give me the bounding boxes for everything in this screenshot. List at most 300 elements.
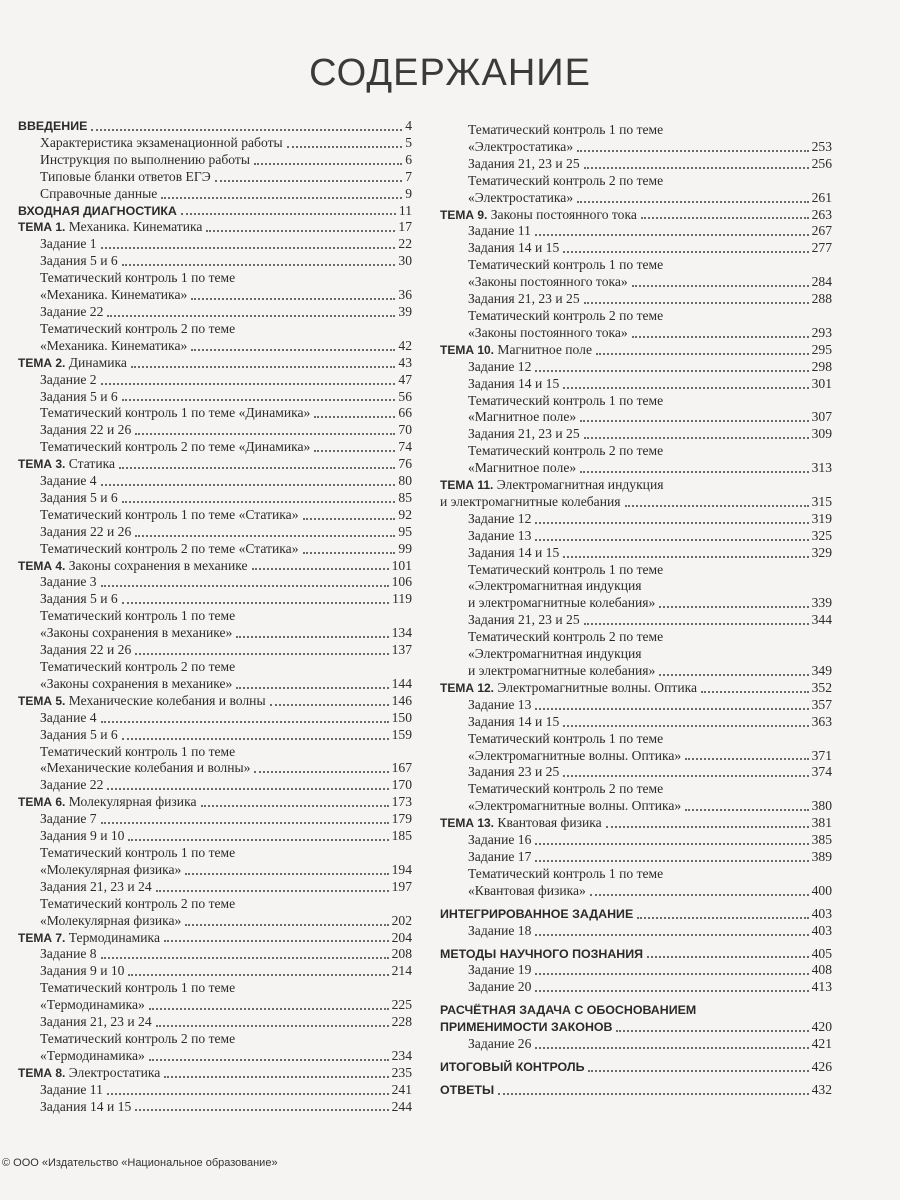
page-number: 159	[391, 726, 412, 742]
dot-leader	[641, 217, 809, 219]
toc-entry-label: Задания 9 и 10	[40, 963, 125, 979]
dot-leader	[101, 484, 396, 486]
page-number: 352	[811, 679, 832, 695]
page-number: 413	[811, 979, 832, 995]
toc-entry-label: Задания 14 и 15	[468, 713, 560, 729]
toc-entry-label: «Термодинамика»	[40, 997, 145, 1013]
page-number: 339	[811, 595, 832, 611]
toc-continuation-line	[440, 1002, 832, 1019]
dot-leader	[254, 163, 402, 165]
theme-number: ТЕМА 9.	[440, 207, 488, 222]
toc-entry-label: Задание 4	[40, 709, 97, 725]
toc-entry-label: Тематический контроль 1 по теме	[40, 270, 236, 286]
toc-theme-entry[interactable]	[18, 693, 412, 710]
toc-entry-label: «Законы постоянного тока»	[468, 324, 628, 340]
theme-number: ТЕМА 10.	[440, 342, 495, 357]
dot-leader	[535, 843, 808, 845]
toc-entry-label: Задание 22	[40, 777, 104, 793]
toc-entry[interactable]	[440, 764, 832, 781]
toc-entry[interactable]	[440, 545, 832, 562]
page-number: 277	[811, 240, 832, 256]
dot-leader	[314, 450, 395, 452]
dot-leader	[135, 653, 388, 655]
toc-entry[interactable]	[440, 291, 832, 308]
theme-number: ТЕМА 7.	[18, 930, 66, 945]
toc-entry-label: «Молекулярная физика»	[40, 912, 182, 928]
toc-entry[interactable]	[440, 748, 832, 765]
dot-leader	[122, 264, 396, 266]
toc-entry[interactable]	[18, 236, 412, 253]
toc-entry-label: и электромагнитные колебания	[440, 493, 621, 509]
dot-leader	[535, 234, 809, 236]
toc-entry-label: Тематический контроль 2 по теме	[40, 659, 236, 674]
dot-leader	[236, 636, 388, 638]
toc-entry[interactable]	[440, 832, 832, 849]
toc-entry-label: Тематический контроль 1 по теме	[468, 730, 664, 746]
toc-entry[interactable]	[440, 139, 832, 156]
dot-leader	[535, 370, 808, 372]
toc-continuation-line	[440, 257, 832, 274]
toc-entry-label: «Магнитное поле»	[468, 409, 577, 425]
page-number: 385	[811, 832, 832, 848]
toc-entry-label: Задание 11	[468, 223, 531, 239]
toc-entry-label: Задания 21, 23 и 25	[468, 612, 580, 628]
toc-entry-label: Механика. Кинематика	[68, 219, 203, 235]
toc-entry[interactable]	[18, 490, 412, 507]
toc-entry-label: Задания 22 и 26	[40, 523, 132, 539]
toc-theme-entry[interactable]	[18, 456, 412, 473]
page-number: 9	[405, 185, 412, 201]
toc-entry[interactable]	[440, 460, 832, 477]
toc-entry[interactable]	[440, 240, 832, 257]
toc-entry-label: Задания 14 и 15	[468, 240, 560, 256]
toc-entry[interactable]	[18, 1048, 412, 1065]
theme-number: ТЕМА 1.	[18, 220, 66, 235]
toc-continuation-line	[18, 845, 412, 862]
dot-leader	[637, 917, 808, 919]
dot-leader	[584, 302, 809, 304]
page-number: 267	[811, 223, 832, 239]
toc-entry-label: Тематический контроль 1 по теме «Динамика»	[40, 405, 311, 421]
toc-entry-label: Тематический контроль 2 по теме	[40, 895, 236, 911]
toc-entry-label: Справочные данные	[40, 185, 158, 201]
toc-entry[interactable]	[440, 426, 832, 443]
toc-entry[interactable]	[18, 338, 412, 355]
toc-entry[interactable]	[440, 274, 832, 291]
toc-continuation-line	[18, 608, 412, 625]
toc-entry[interactable]	[440, 714, 832, 731]
dot-leader	[122, 602, 389, 604]
toc-continuation-line	[18, 321, 412, 338]
theme-number: ТЕМА 11.	[440, 478, 494, 493]
toc-entry-label: Задание 3	[40, 574, 97, 590]
toc-entry-label: Задания 5 и 6	[40, 253, 118, 269]
toc-entry[interactable]	[440, 979, 832, 996]
toc-theme-entry[interactable]	[18, 930, 412, 947]
page-number: 179	[391, 811, 412, 827]
toc-entry-label: Задания 5 и 6	[40, 591, 118, 607]
toc-entry-label: ИТОГОВЫЙ КОНТРОЛЬ	[440, 1059, 585, 1074]
toc-entry[interactable]	[440, 325, 832, 342]
toc-entry[interactable]	[18, 405, 412, 422]
dot-leader	[584, 623, 809, 625]
toc-entry[interactable]	[18, 1099, 412, 1116]
dot-leader	[164, 1076, 388, 1078]
page-number: 134	[391, 625, 412, 641]
toc-entry-label: Статика	[68, 456, 116, 472]
page-number: 137	[391, 642, 412, 658]
page-number: 36	[398, 287, 412, 303]
dot-leader	[701, 691, 809, 693]
toc-entry[interactable]	[440, 595, 832, 612]
page-number: 329	[811, 544, 832, 560]
toc-theme-entry[interactable]	[18, 1065, 412, 1082]
toc-entry[interactable]	[18, 1082, 412, 1099]
dot-leader	[215, 180, 403, 182]
page-number: 261	[811, 189, 832, 205]
toc-entry[interactable]	[440, 883, 832, 900]
page-number: 101	[391, 557, 412, 573]
toc-continuation-line	[440, 646, 832, 663]
toc-entry[interactable]	[18, 422, 412, 439]
toc-entry-label: Тематический контроль 1 по теме	[468, 257, 664, 273]
page-number: 325	[811, 527, 832, 543]
page-number: 374	[811, 764, 832, 780]
toc-entry-label: Тематический контроль 2 по теме	[468, 172, 664, 188]
toc-entry[interactable]	[18, 828, 412, 845]
page-number: 381	[811, 815, 832, 831]
toc-entry-label: Тематический контроль 2 по теме	[468, 307, 664, 323]
toc-section-entry[interactable]	[440, 946, 832, 963]
page-number: 85	[398, 489, 412, 505]
toc-entry-label: Тематический контроль 1 по теме	[40, 608, 236, 624]
toc-continuation-line	[440, 477, 832, 494]
toc-right-column	[440, 122, 832, 1099]
toc-entry-label: Задания 5 и 6	[40, 388, 118, 404]
dot-leader	[535, 522, 808, 524]
dot-leader	[584, 437, 809, 439]
page-number: 39	[398, 303, 412, 319]
dot-leader	[107, 315, 395, 317]
toc-entry-label: Термодинамика	[68, 929, 160, 945]
theme-number: ТЕМА 5.	[18, 693, 66, 708]
toc-entry[interactable]	[18, 591, 412, 608]
dot-leader	[498, 1093, 808, 1095]
toc-entry-label: Задание 7	[40, 811, 97, 827]
page-number: 344	[811, 612, 832, 628]
toc-continuation-line	[18, 1031, 412, 1048]
toc-entry-label: «Механика. Кинематика»	[40, 337, 188, 353]
toc-entry-label: «Электромагнитная индукция	[468, 578, 642, 594]
dot-leader	[201, 805, 389, 807]
dot-leader	[191, 298, 395, 300]
toc-entry[interactable]	[440, 511, 832, 528]
page-number: 204	[391, 929, 412, 945]
toc-entry-label: Тематический контроль 1 по теме	[468, 865, 664, 881]
toc-continuation-line	[440, 393, 832, 410]
toc-entry[interactable]	[440, 798, 832, 815]
page-number: 146	[391, 692, 412, 708]
page-number: 295	[811, 341, 832, 357]
toc-entry-label: «Магнитное поле»	[468, 460, 577, 476]
toc-entry-label: Задание 22	[40, 303, 104, 319]
toc-continuation-line	[18, 659, 412, 676]
toc-continuation-line	[18, 744, 412, 761]
toc-theme-entry[interactable]	[440, 815, 832, 832]
toc-entry[interactable]	[18, 676, 412, 693]
toc-entry-label: Задания 21, 23 и 24	[40, 878, 152, 894]
toc-continuation-line	[440, 578, 832, 595]
toc-entry[interactable]	[18, 760, 412, 777]
toc-theme-entry[interactable]	[18, 355, 412, 372]
theme-number: ТЕМА 3.	[18, 457, 66, 472]
dot-leader	[128, 974, 388, 976]
dot-leader	[535, 973, 808, 975]
toc-entry-label: Задания 9 и 10	[40, 828, 125, 844]
dot-leader	[563, 387, 808, 389]
toc-entry[interactable]	[18, 541, 412, 558]
toc-entry-label: «Законы сохранения в механике»	[40, 675, 233, 691]
dot-leader	[101, 383, 396, 385]
toc-entry[interactable]	[440, 962, 832, 979]
page-number: 301	[811, 375, 832, 391]
dot-leader	[135, 433, 395, 435]
toc-entry-label: «Молекулярная физика»	[40, 861, 182, 877]
dot-leader	[647, 956, 809, 958]
toc-entry[interactable]	[18, 642, 412, 659]
dot-leader	[101, 957, 389, 959]
dot-leader	[107, 1093, 389, 1095]
toc-continuation-line	[440, 173, 832, 190]
page-number: 80	[398, 473, 412, 489]
toc-entry-label: Характеристика экзаменационной работы	[40, 134, 283, 150]
toc-entry[interactable]	[18, 473, 412, 490]
toc-section-entry[interactable]	[18, 118, 412, 135]
dot-leader	[122, 501, 396, 503]
toc-continuation-line	[18, 270, 412, 287]
toc-entry-label: Задания 5 и 6	[40, 489, 118, 505]
toc-theme-entry[interactable]	[440, 680, 832, 697]
toc-entry[interactable]	[18, 287, 412, 304]
toc-entry-label: Задания 14 и 15	[468, 375, 560, 391]
toc-entry-label: Задание 12	[468, 358, 532, 374]
theme-number: ТЕМА 2.	[18, 355, 66, 370]
page-number: 47	[398, 371, 412, 387]
toc-entry[interactable]	[440, 409, 832, 426]
page-number: 263	[811, 206, 832, 222]
page-number: 30	[398, 253, 412, 269]
dot-leader	[563, 251, 808, 253]
page-number: 228	[391, 1014, 412, 1030]
page-number: 298	[811, 358, 832, 374]
toc-entry-label: ОТВЕТЫ	[440, 1082, 495, 1097]
toc-entry[interactable]	[18, 1014, 412, 1031]
dot-leader	[535, 1047, 808, 1049]
page-number: 389	[811, 848, 832, 864]
page-number: 70	[398, 422, 412, 438]
toc-entry-label: Тематический контроль 1 по теме	[468, 392, 664, 408]
page-number: 66	[398, 405, 412, 421]
toc-entry[interactable]	[440, 494, 832, 511]
dot-leader	[580, 420, 808, 422]
dot-leader	[254, 771, 388, 773]
toc-theme-entry[interactable]	[18, 219, 412, 236]
toc-entry[interactable]	[18, 727, 412, 744]
toc-entry[interactable]	[440, 697, 832, 714]
toc-entry[interactable]	[18, 152, 412, 169]
page-number: 4	[405, 118, 412, 133]
toc-entry-label: Молекулярная физика	[68, 794, 197, 810]
page-number: 17	[398, 219, 412, 235]
toc-continuation-line	[440, 562, 832, 579]
toc-entry[interactable]	[18, 389, 412, 406]
dot-leader	[563, 556, 808, 558]
toc-entry[interactable]	[440, 612, 832, 629]
toc-entry[interactable]	[18, 625, 412, 642]
toc-entry[interactable]	[18, 135, 412, 152]
dot-leader	[588, 1070, 808, 1072]
toc-entry[interactable]	[440, 849, 832, 866]
toc-continuation-line	[440, 781, 832, 798]
toc-entry-label: Задание 11	[40, 1081, 103, 1097]
toc-continuation-line	[440, 866, 832, 883]
toc-entry-label: Задание 20	[468, 979, 532, 995]
dot-leader	[131, 366, 395, 368]
toc-continuation-line	[18, 896, 412, 913]
toc-continuation-line	[18, 980, 412, 997]
page-number: 106	[391, 574, 412, 590]
toc-entry-label: Задание 17	[468, 848, 532, 864]
toc-entry-label: МЕТОДЫ НАУЧНОГО ПОЗНАНИЯ	[440, 946, 644, 961]
toc-theme-entry[interactable]	[440, 342, 832, 359]
dot-leader	[590, 894, 809, 896]
dot-leader	[596, 353, 809, 355]
toc-entry[interactable]	[18, 710, 412, 727]
toc-entry[interactable]	[440, 376, 832, 393]
page-number: 371	[811, 747, 832, 763]
toc-entry[interactable]	[18, 997, 412, 1014]
toc-entry[interactable]	[440, 359, 832, 376]
toc-section-entry[interactable]	[440, 1082, 832, 1099]
dot-leader	[270, 704, 389, 706]
toc-entry-label: ВВЕДЕНИЕ	[18, 119, 88, 133]
toc-entry[interactable]	[18, 507, 412, 524]
dot-leader	[149, 1059, 389, 1061]
page-number: 234	[391, 1047, 412, 1063]
toc-entry-label: Задание 4	[40, 473, 97, 489]
toc-entry-label: Задания 5 и 6	[40, 726, 118, 742]
toc-entry[interactable]	[440, 190, 832, 207]
toc-entry[interactable]	[18, 169, 412, 186]
toc-entry-label: «Законы постоянного тока»	[468, 274, 628, 290]
toc-entry[interactable]	[440, 223, 832, 240]
page-number: 363	[811, 713, 832, 729]
page-number: 284	[811, 274, 832, 290]
toc-theme-entry[interactable]	[18, 558, 412, 575]
toc-section-entry[interactable]	[440, 1059, 832, 1076]
page-number: 405	[811, 945, 832, 961]
page-number: 185	[391, 828, 412, 844]
toc-entry[interactable]	[440, 663, 832, 680]
page-number: 56	[398, 388, 412, 404]
toc-entry[interactable]	[18, 862, 412, 879]
dot-leader	[149, 1008, 389, 1010]
toc-section-entry[interactable]	[18, 203, 412, 220]
dot-leader	[135, 1109, 388, 1111]
toc-entry[interactable]	[18, 879, 412, 896]
page-number: 95	[398, 523, 412, 539]
toc-continuation-line	[440, 122, 832, 139]
toc-entry[interactable]	[18, 253, 412, 270]
toc-entry-label: Задание 26	[468, 1036, 532, 1052]
toc-entry-label: Электростатика	[68, 1064, 161, 1080]
dot-leader	[535, 934, 808, 936]
toc-entry-label: Тематический контроль 2 по теме	[468, 629, 664, 645]
toc-entry[interactable]	[440, 528, 832, 545]
toc-theme-entry[interactable]	[440, 207, 832, 224]
toc-entry[interactable]	[18, 946, 412, 963]
page-number: 99	[398, 540, 412, 556]
toc-entry[interactable]	[18, 372, 412, 389]
page-number: 208	[391, 946, 412, 962]
toc-section-entry[interactable]	[440, 1019, 832, 1036]
toc-entry[interactable]	[18, 913, 412, 930]
toc-section-entry[interactable]	[440, 906, 832, 923]
toc-entry-label: «Механические колебания и волны»	[40, 760, 251, 776]
toc-entry-label: «Электромагнитные волны. Оптика»	[468, 747, 682, 763]
page-number: 11	[398, 202, 412, 218]
dot-leader	[185, 873, 388, 875]
toc-entry[interactable]	[440, 156, 832, 173]
dot-leader	[191, 349, 395, 351]
toc-entry[interactable]	[18, 777, 412, 794]
page-number: 214	[391, 963, 412, 979]
dot-leader	[535, 990, 808, 992]
page-number: 256	[811, 155, 832, 171]
toc-entry[interactable]	[440, 923, 832, 940]
dot-leader	[287, 146, 403, 148]
page-number: 349	[811, 663, 832, 678]
page-number: 244	[391, 1098, 412, 1114]
dot-leader	[135, 535, 395, 537]
toc-entry[interactable]	[18, 574, 412, 591]
toc-entry-label: Задания 22 и 26	[40, 422, 132, 438]
toc-entry-label: Электромагнитные волны. Оптика	[497, 679, 698, 695]
dot-leader	[164, 940, 389, 942]
page-number: 197	[391, 878, 412, 894]
toc-entry[interactable]	[440, 1036, 832, 1053]
toc-entry[interactable]	[18, 963, 412, 980]
toc-entry[interactable]	[18, 524, 412, 541]
dot-leader	[659, 606, 808, 608]
toc-theme-entry[interactable]	[18, 794, 412, 811]
toc-entry-label: Тематический контроль 1 по теме	[468, 561, 664, 577]
dot-leader	[181, 213, 396, 215]
toc-entry-label: Задание 13	[468, 696, 532, 712]
page-number: 400	[811, 882, 832, 898]
toc-entry-label: Задания 22 и 26	[40, 642, 132, 658]
dot-leader	[685, 809, 808, 811]
page-number: 92	[398, 506, 412, 522]
toc-entry[interactable]	[18, 304, 412, 321]
toc-entry[interactable]	[18, 811, 412, 828]
theme-number: ТЕМА 13.	[440, 816, 495, 831]
toc-left-column	[18, 118, 412, 1115]
dot-leader	[119, 467, 395, 469]
toc-entry[interactable]	[18, 186, 412, 203]
page-number: 6	[405, 151, 412, 167]
toc-entry[interactable]	[18, 439, 412, 456]
